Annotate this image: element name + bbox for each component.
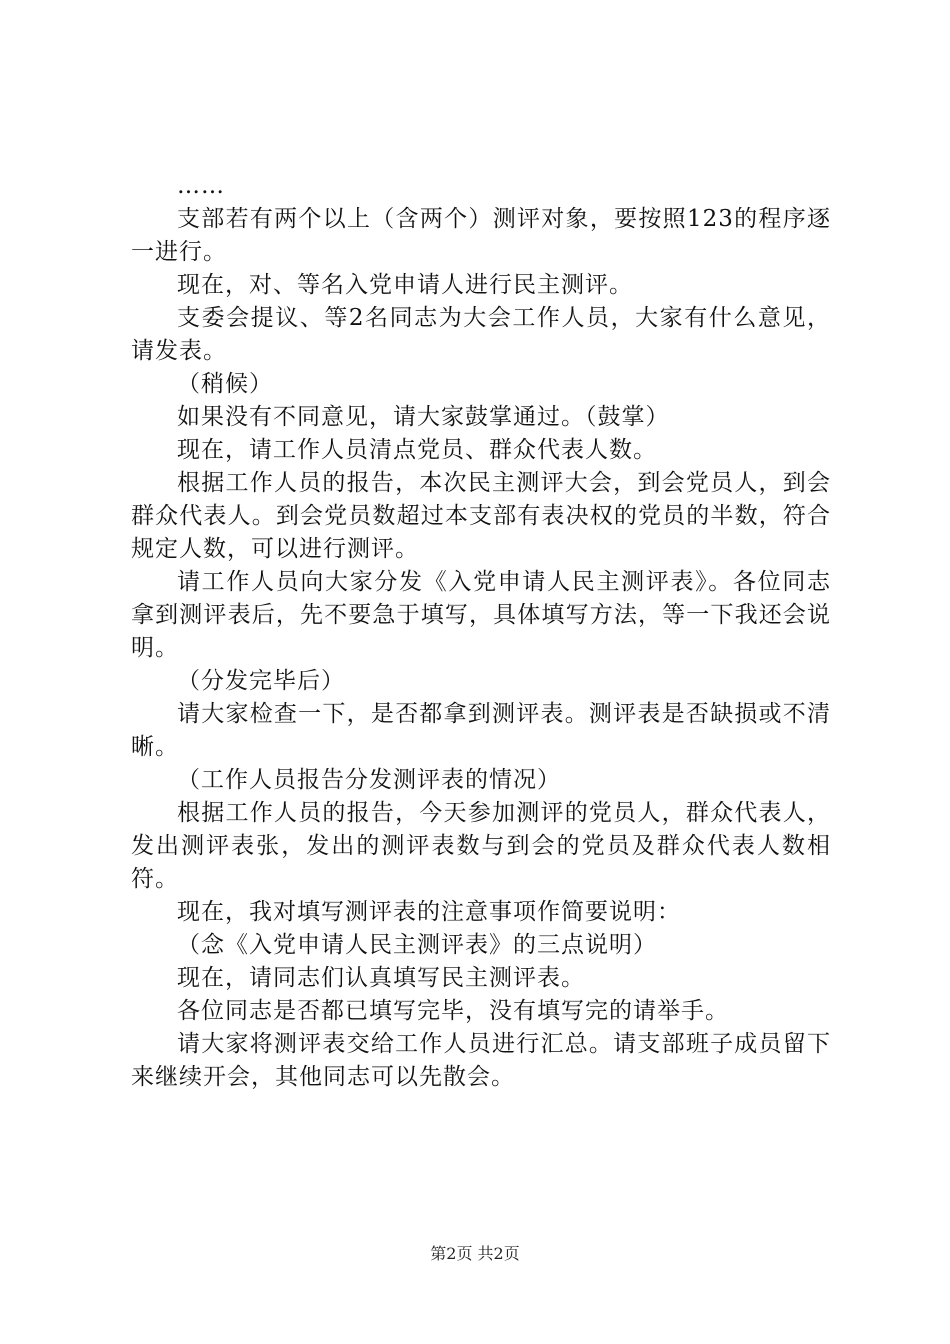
- page-number-footer: 第2页 共2页: [430, 1244, 520, 1263]
- paragraph-staff-proposal: 支委会提议、等2名同志为大会工作人员，大家有什么意见，请发表。: [131, 305, 831, 364]
- paragraph-forms-count: 根据工作人员的报告，今天参加测评的党员人，群众代表人，发出测评表张，发出的测评表数与到会的党员及群众代表人数相符。: [131, 800, 831, 892]
- paragraph-start-evaluation: 现在，对、等名入党申请人进行民主测评。: [177, 272, 633, 298]
- paragraph-read-notes: （念《入党申请人民主测评表》的三点说明）: [177, 932, 657, 958]
- paragraph-wait: （稍候）: [177, 371, 273, 397]
- paragraph-staff-report: （工作人员报告分发测评表的情况）: [177, 767, 561, 793]
- paragraph-fill-forms: 现在，请同志们认真填写民主测评表。: [177, 965, 585, 991]
- paragraph-check-forms: 请大家检查一下，是否都拿到测评表。测评表是否缺损或不清晰。: [131, 701, 831, 760]
- paragraph-multiple-subjects: 支部若有两个以上（含两个）测评对象，要按照123的程序逐一进行。: [131, 206, 831, 265]
- paragraph-attendance-report: 根据工作人员的报告，本次民主测评大会，到会党员人，到会群众代表人。到会党员数超过本支部有表决权的党员的半数，符合规定人数，可以进行测评。: [131, 470, 831, 562]
- paragraph-ellipsis: ……: [177, 173, 225, 199]
- paragraph-after-distribution: （分发完毕后）: [177, 668, 345, 694]
- paragraph-applause: 如果没有不同意见，请大家鼓掌通过。（鼓掌）: [177, 404, 670, 430]
- paragraph-instructions-intro: 现在，我对填写测评表的注意事项作简要说明：: [177, 899, 681, 925]
- document-body: [131, 170, 831, 1094]
- paragraph-completion-check: 各位同志是否都已填写完毕，没有填写完的请举手。: [177, 998, 729, 1024]
- paragraph-closing: 请大家将测评表交给工作人员进行汇总。请支部班子成员留下来继续开会，其他同志可以先散会。: [131, 1031, 831, 1090]
- paragraph-headcount: 现在，请工作人员清点党员、群众代表人数。: [177, 437, 657, 463]
- paragraph-distribute-forms: 请工作人员向大家分发《入党申请人民主测评表》。各位同志拿到测评表后，先不要急于填写，具体填写方法，等一下我还会说明。: [131, 569, 831, 661]
